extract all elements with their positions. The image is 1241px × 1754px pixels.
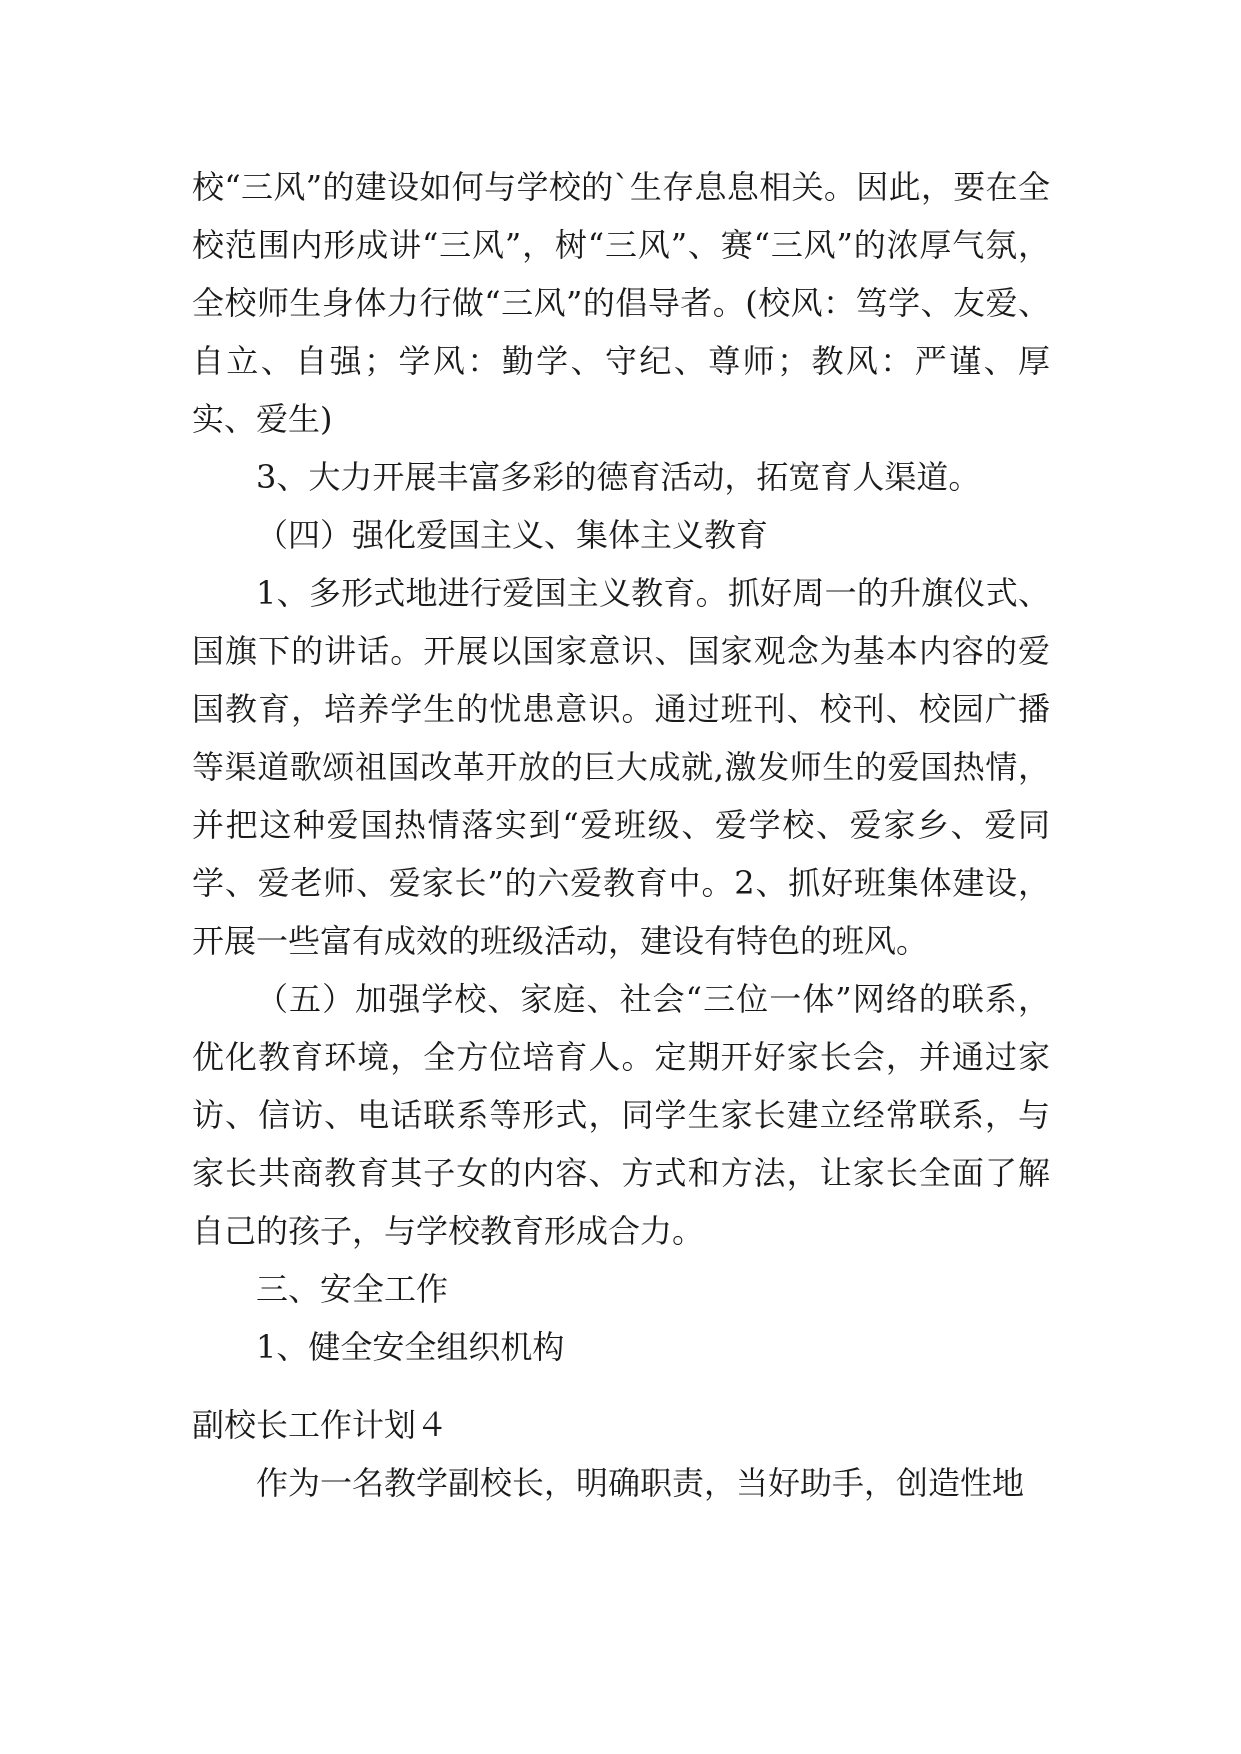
paragraph-safety-organization: 1、健全安全组织机构 (256, 1328, 565, 1366)
section-heading: 副校长工作计划４ (192, 1406, 449, 1444)
paragraph-school-family-society: （五）加强学校、家庭、社会“三位一体”网络的联系，优化教育环境，全方位培育人。定期开好家长会，并通过家访、信访、电话联系等形式，同学生家长建立经常联系，与家长共商教育其子女的内容、方式和方法，让家长全面了解自己的孩子，与学校教育形成合力。 (192, 980, 1050, 1250)
paragraph-moral-activities: 3、大力开展丰富多彩的德育活动，拓宽育人渠道。 (256, 458, 981, 496)
section-plan-4 (192, 1396, 1050, 1512)
document-body (192, 158, 1050, 1376)
section-opening-paragraph: 作为一名教学副校长，明确职责，当好助手，创造性地 (256, 1464, 1025, 1502)
paragraph-heading-patriotism: （四）强化爱国主义、集体主义教育 (256, 516, 769, 554)
paragraph-heading-safety: 三、安全工作 (256, 1270, 449, 1308)
paragraph-three-styles: 校“三风”的建设如何与学校的`生存息息相关。因此，要在全校范围内形成讲“三风”，树“三风”、赛“三风”的浓厚气氛，全校师生身体力行做“三风”的倡导者。(校风：笃学、友爱、自立、自强；学风：勤学、守纪、尊师；教风：严谨、厚实、爱生) (192, 168, 1050, 438)
paragraph-patriotic-education: 1、多形式地进行爱国主义教育。抓好周一的升旗仪式、国旗下的讲话。开展以国家意识、国家观念为基本内容的爱国教育，培养学生的忧患意识。通过班刊、校刊、校园广播等渠道歌颂祖国改革开放的巨大成就,激发师生的爱国热情，并把这种爱国热情落实到“爱班级、爱学校、爱家乡、爱同学、爱老师、爱家长”的六爱教育中。2、抓好班集体建设，开展一些富有成效的班级活动，建设有特色的班风。 (192, 574, 1050, 960)
